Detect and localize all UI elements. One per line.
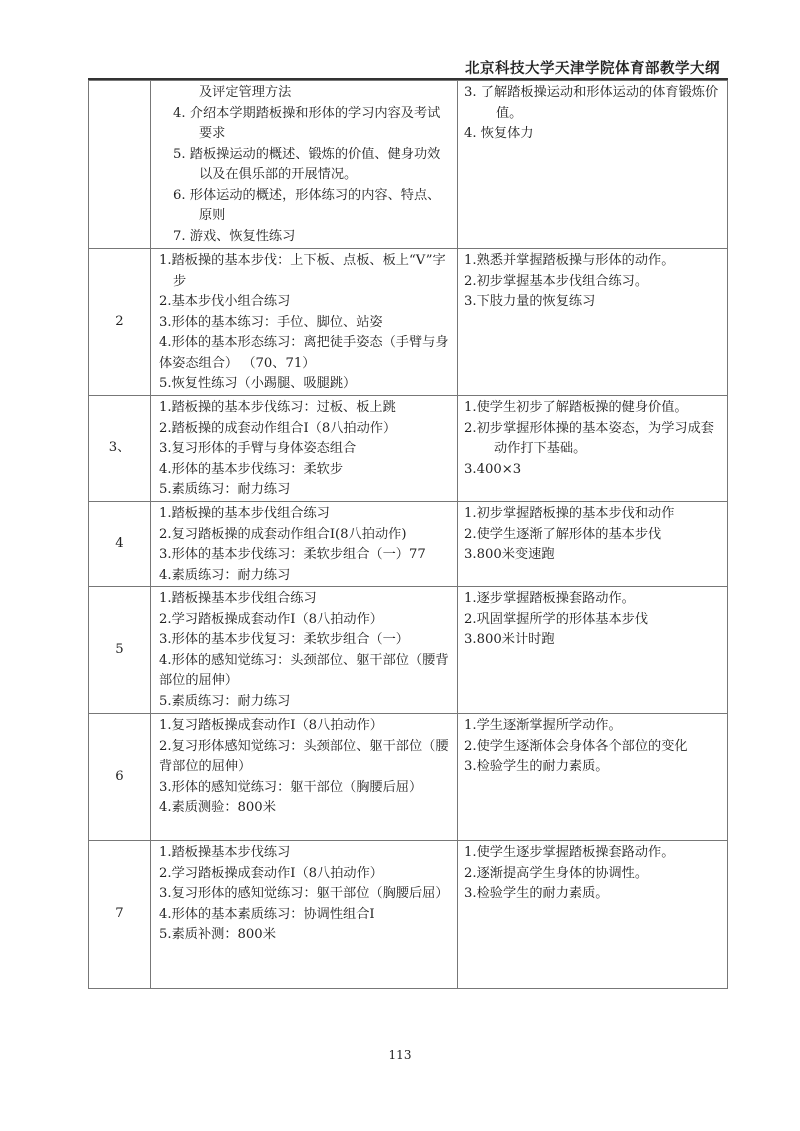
list-item: 1.踏板操的基本步伐：上下板、点板、板上“V”字步 [159,253,446,289]
list-item: 2.学习踏板操成套动作Ⅰ（8八拍动作） [159,611,383,627]
list-item: 4.形体的基本素质练习：协调性组合Ⅰ [159,906,375,922]
goals-cell [458,714,728,841]
list-item: 3.下肢力量的恢复练习 [464,294,596,309]
list-item: 3.复习形体的手臂与身体姿态组合 [159,441,357,456]
syllabus-table [88,80,728,989]
document-header-title: 北京科技大学天津学院体育部教学大纲 [465,61,720,77]
table-row [89,396,728,502]
list-item: 1.熟悉并掌握踏板操与形体的动作。 [464,253,675,268]
week-cell: 7 [89,841,151,989]
goals-cell [458,249,728,396]
list-item: 1.使学生逐步掌握踏板操套路动作。 [464,845,675,860]
list-item: 3.检验学生的耐力素质。 [464,759,609,774]
table-row [89,714,728,841]
table-row [89,502,728,587]
list-item: 6. 形体运动的概述，形体练习的内容、特点、原则 [173,187,441,223]
table-row [89,81,728,249]
table-row [89,587,728,714]
list-item: 4. 恢复体力 [464,126,534,141]
list-item: 7. 游戏、恢复性练习 [173,228,296,244]
week-cell: 3、 [89,396,151,502]
list-item: 1.复习踏板操成套动作Ⅰ（8八拍动作） [159,718,383,733]
list-item: 1.学生逐渐掌握所学动作。 [464,718,622,733]
list-item: 5.素质练习：耐力练习 [159,482,291,497]
list-item: 4.形体的感知觉练习：头颈部位、躯干部位（腰背部位的屈伸） [159,652,449,688]
list-item: 3.形体的基本步伐练习：柔软步组合（一）77 [159,547,426,562]
list-item: 3.800米变速跑 [464,547,555,562]
list-item: 4.形体的基本形态练习：离把徒手姿态（手臂与身体姿态组合） （70、71） [159,335,449,371]
list-item: 3.检验学生的耐力素质。 [464,886,609,901]
goals-cell [458,396,728,502]
week-cell: 5 [89,587,151,714]
list-item: 2.复习形体感知觉练习：头颈部位、躯干部位（腰背部位的屈伸） [159,738,449,774]
list-item: 5.素质练习：耐力练习 [159,693,291,709]
list-item: 4.素质测验：800米 [159,800,276,815]
goals-cell [458,587,728,714]
list-item: 2.初步掌握形体操的基本姿态，为学习成套动作打下基础。 [464,420,714,456]
list-item: 2.使学生逐渐体会身体各个部位的变化 [464,738,688,754]
list-item: 5.恢复性练习（小踢腿、吸腿跳） [159,376,357,391]
list-item: 4. 介绍本学期踏板操和形体的学习内容及考试要求 [173,105,441,141]
content-cell [151,249,458,396]
list-item: 1.踏板操的基本步伐组合练习 [159,506,330,521]
list-item: 4.素质练习：耐力练习 [159,567,291,583]
list-item: 1.踏板操的基本步伐练习：过板、板上跳 [159,400,396,415]
list-item: 2.使学生逐渐了解形体的基本步伐 [464,526,662,542]
list-item: 3. 了解踏板操运动和形体运动的体育锻炼价值。 [464,85,719,121]
week-cell [89,81,151,249]
list-item: 2.基本步伐小组合练习 [159,294,291,309]
content-cell [151,81,458,249]
list-item: 3.形体的感知觉练习：躯干部位（胸腰后屈） [159,779,423,795]
list-item: 2.初步掌握基本步伐组合练习。 [464,273,649,289]
week-cell: 2 [89,249,151,396]
week-cell: 6 [89,714,151,841]
content-cell [151,714,458,841]
content-cell [151,396,458,502]
list-item: 1.踏板操基本步伐练习 [159,845,291,860]
list-item: 5.素质补测：800米 [159,927,276,942]
list-item: 1.使学生初步了解踏板操的健身价值。 [464,400,688,415]
list-item: 4.形体的基本步伐练习：柔软步 [159,461,344,477]
goals-cell [458,841,728,989]
list-item: 2.复习踏板操的成套动作组合Ⅰ(8八拍动作) [159,526,407,542]
list-item: 2.逐渐提高学生身体的协调性。 [464,865,649,881]
week-cell: 4 [89,502,151,587]
list-item: 3.800米计时跑 [464,632,555,647]
list-item: 1.逐步掌握踏板操套路动作。 [464,591,635,606]
page-number: 113 [388,1048,412,1062]
list-item: 3.400×3 [464,461,522,477]
list-item: 2.学习踏板操成套动作Ⅰ（8八拍动作） [159,865,383,881]
list-item: 2.巩固掌握所学的形体基本步伐 [464,611,649,627]
content-cell [151,841,458,989]
list-item: 及评定管理方法 [199,85,292,100]
content-cell [151,502,458,587]
list-item: 3.形体的基本步伐复习：柔软步组合（一） [159,632,409,647]
content-cell [151,587,458,714]
goals-cell [458,502,728,587]
table-row [89,249,728,396]
list-item: 1.踏板操基本步伐组合练习 [159,591,317,606]
list-item: 2.踏板操的成套动作组合Ⅰ（8八拍动作） [159,420,397,436]
list-item: 1.初步掌握踏板操的基本步伐和动作 [464,506,675,521]
goals-cell [458,81,728,249]
table-row [89,841,728,989]
list-item: 3.复习形体的感知觉练习：躯干部位（胸腰后屈） [159,886,449,901]
list-item: 5. 踏板操运动的概述、锻炼的价值、健身功效以及在俱乐部的开展情况。 [173,146,441,182]
list-item: 3.形体的基本练习：手位、脚位、站姿 [159,314,383,330]
